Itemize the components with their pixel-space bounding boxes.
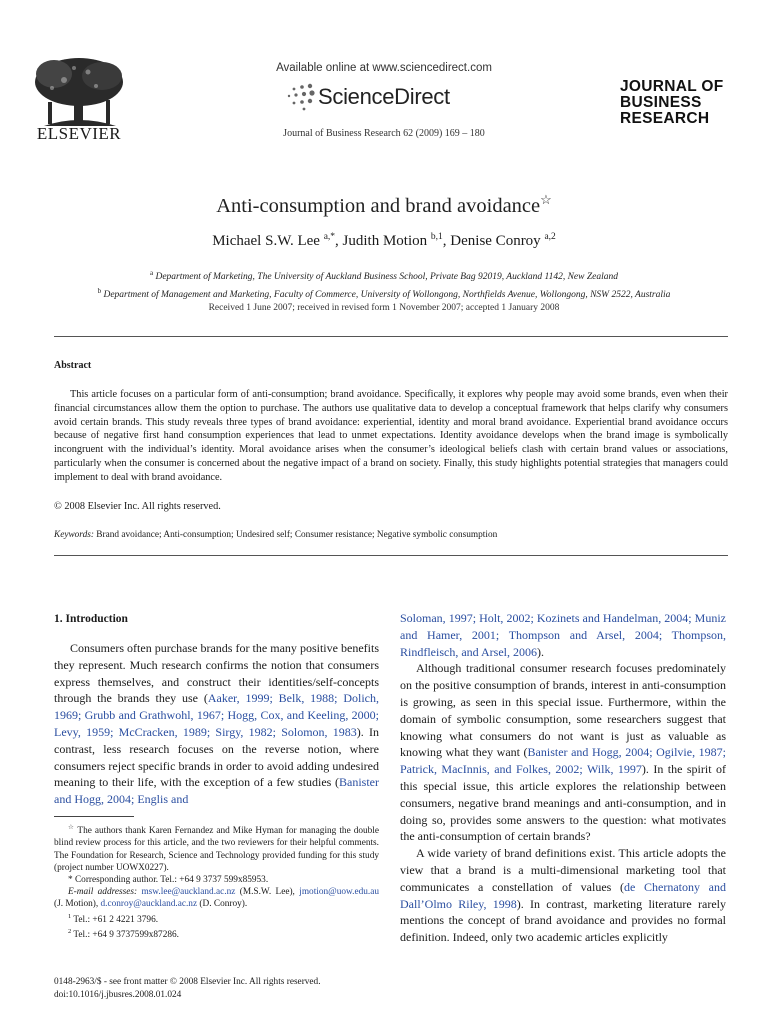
footnote-star-text: The authors thank Karen Fernandez and Mike Hyman for managing the double blind review process for this article, and the two reviewers for their helpful comments. The Foundation for Research, Science and Technology provided funding for this study (project number UOWX0227). (54, 826, 380, 873)
issn-line: 0148-2963/$ - see front matter © 2008 Elsevier Inc. All rights reserved. (54, 977, 321, 987)
email-link-motion[interactable]: jmotion@uow.edu.au (299, 887, 379, 898)
author-lee: Michael S.W. Lee (212, 233, 320, 249)
publisher-name: ELSEVIER (36, 124, 122, 143)
citation-link[interactable]: de Chernatony and Dall’Olmo Riley, 1998 (400, 879, 726, 911)
email-label: E-mail addresses: (68, 887, 138, 898)
journal-citation: Journal of Business Research 62 (2009) 169 – 180 (283, 128, 485, 139)
intro-text-end: ). (536, 644, 544, 659)
intro-paragraph-2 (400, 660, 726, 845)
footnote-rule (54, 816, 134, 817)
sciencedirect-dots-icon (282, 80, 320, 112)
author-lee-affil[interactable]: a,* (323, 232, 336, 242)
footnote-2-mark: 2 (68, 927, 72, 935)
citation-link[interactable]: Soloman, 1997; Holt, 2002; Kozinets and Handelman, 2004; Muniz and Hamer, 2001; Thompson and Arsel, 2004; Thompson, Rindfleisch, and Arsel, 2006 (400, 611, 726, 659)
title-footnote-star[interactable]: ☆ (540, 192, 552, 207)
email-link-lee[interactable]: msw.lee@auckland.ac.nz (141, 887, 236, 898)
intro-paragraph-1-cont (400, 610, 726, 660)
email-owner-conroy: (D. Conroy). (199, 899, 248, 910)
abstract-copyright: © 2008 Elsevier Inc. All rights reserved. (54, 501, 221, 512)
journal-logo-line3: RESEARCH (620, 110, 710, 127)
footnote-1-mark: 1 (68, 912, 72, 920)
journal-logo-line1: JOURNAL OF (620, 78, 724, 95)
sciencedirect-logo[interactable] (282, 80, 482, 112)
affiliation-b: Department of Management and Marketing, Faculty of Commerce, University of Wollongong, Northfields Avenue, Wollongong, NSW 2522, Australia (103, 290, 671, 301)
email-owner-lee: (M.S.W. Lee), (239, 887, 295, 898)
available-online-link[interactable]: Available online at www.sciencedirect.com (276, 62, 492, 74)
keywords-label: Keywords: (54, 530, 94, 540)
abstract-bottom-rule (54, 555, 728, 556)
abstract-top-rule (54, 336, 728, 337)
footnote-1-text: Tel.: +61 2 4221 3796. (73, 914, 159, 925)
intro-paragraph-1 (54, 640, 379, 808)
section-heading-introduction: 1. Introduction (54, 613, 128, 625)
doi-link[interactable]: doi:10.1016/j.jbusres.2008.01.024 (54, 989, 182, 1000)
citation-link[interactable]: Banister and Hogg, 2004; Englis and (54, 775, 379, 807)
article-title-text: Anti-consumption and brand avoidance (216, 194, 541, 217)
abstract-text: This article focuses on a particular form of anti-consumption; brand avoidance. Specifically, it explores why people may avoid some brands, even when their financial circumstances allow them the option to purchase. The authors use qualitative data to develop a conceptual framework that helps clarify why consumers avoid certain brands. This study reveals three types of brand avoidance: experiential, identity and moral brand avoidance. Experiential brand avoidance occurs because of negative first hand consumption experiences that lead to unmet expectations. Identity avoidance develops when the brand image is symbolically incongruent with the individual’s identity. Moral avoidance arises when the consumer’s ideological beliefs clash with certain brand values or associations, particularly when the consumer is concerned about the negative impact of a brand on society. Finally, this study highlights potential strategies that managers could implement to deal with brand avoidance. (54, 389, 728, 483)
keywords (54, 530, 497, 540)
footnote-star-mark: ☆ (68, 824, 75, 831)
abstract-body (54, 388, 728, 485)
author-conroy-affil[interactable]: a,2 (544, 232, 556, 242)
intro-text-b: ). In contrast, less research focuses on the reverse notion, where consumers reject specific brands in order to avoid adding undesired meaning to their life, with the exception of a few studies ( (54, 724, 379, 790)
footnote-corresponding: * Corresponding author. Tel.: +64 9 3737 599x85953. (68, 874, 269, 885)
email-owner-motion: (J. Motion), (54, 899, 99, 910)
author-conroy: Denise Conroy (450, 233, 541, 249)
affiliations (0, 266, 768, 302)
citation-link[interactable]: Banister and Hogg, 2004; Ogilvie, 1987; Patrick, MacInnis, and Folkes, 2002; Wilk, 1997 (400, 745, 726, 777)
abstract-heading: Abstract (54, 360, 92, 371)
author-motion: Judith Motion (342, 233, 428, 249)
journal-logo (620, 79, 740, 127)
body-column-right (400, 610, 726, 946)
citation-link[interactable]: Aaker, 1999; Belk, 1988; Dolich, 1969; Grubb and Grathwohl, 1967; Hogg, Cox, and Keeling, 2000; Levy, 1959; McCracken, 1989; Sirgy, 1982; Solomon, 1983 (54, 691, 380, 739)
footnote-1 (54, 911, 379, 926)
intro-text-a: Consumers often purchase brands for the many positive benefits they represent. Much research confirms the notion that consumers express themselves, and construct their identities/self-concepts through the brands they use ( (54, 641, 379, 706)
intro-text-c: Although traditional consumer research focuses predominately on the positive consumption of brands, interest in anti-consumption is growing, as seen in this special issue. Furthermore, within the domain of symbolic consumption, some researchers suggest that knowing what consumers do not want is just as valuable as knowing what they want ( (400, 661, 726, 760)
body-column-left (54, 640, 379, 808)
footnote-emails (54, 886, 379, 910)
intro-text-f: ). In contrast, marketing literature rarely mentions the concept of brand avoidance and provides no formal definition. Indeed, only two academic articles explicitly (400, 896, 726, 945)
keywords-list: Brand avoidance; Anti-consumption; Undesired self; Consumer resistance; Negative symbolic consumption (96, 530, 498, 540)
email-link-conroy[interactable]: d.conroy@auckland.ac.nz (100, 899, 198, 910)
affiliation-a: Department of Marketing, The University of Auckland Business School, Private Bag 92019, Auckland 1142, New Zealand (155, 272, 618, 283)
intro-text-d: ). In the spirit of this special issue, this article explores the relationship between consumers, negative brand meanings and anti-consumption, and in doing so, provides some answers to the question: what motivates the anti-consumption of certain brands? (400, 762, 726, 844)
intro-text-e: A wide variety of brand definitions exist. This article adopts the view that a brand is a multi-dimensional marketing tool that communicates a constellation of values ( (400, 846, 726, 894)
sciencedirect-wordmark: ScienceDirect (318, 84, 450, 109)
footnote-2 (54, 926, 379, 941)
journal-logo-line2: BUSINESS (620, 94, 702, 111)
intro-paragraph-3 (400, 845, 726, 946)
footnote-star (54, 822, 379, 874)
author-list: Michael S.W. Lee $^{a,*}$, Judith Motion $^{b,1}$, Denise Conroy $^{a,2}$ (212, 232, 556, 249)
article-title (0, 192, 768, 218)
affil-a-mark: a (149, 269, 154, 277)
footnote-2-text: Tel.: +64 9 3737599x87286. (73, 929, 179, 940)
footnotes (54, 822, 379, 941)
bottom-info (54, 976, 321, 1001)
affil-b-mark: b (97, 287, 102, 296)
author-motion-affil[interactable]: b,1 (430, 232, 443, 242)
received-dates: Received 1 June 2007; received in revised form 1 November 2007; accepted 1 January 2008 (208, 303, 560, 313)
